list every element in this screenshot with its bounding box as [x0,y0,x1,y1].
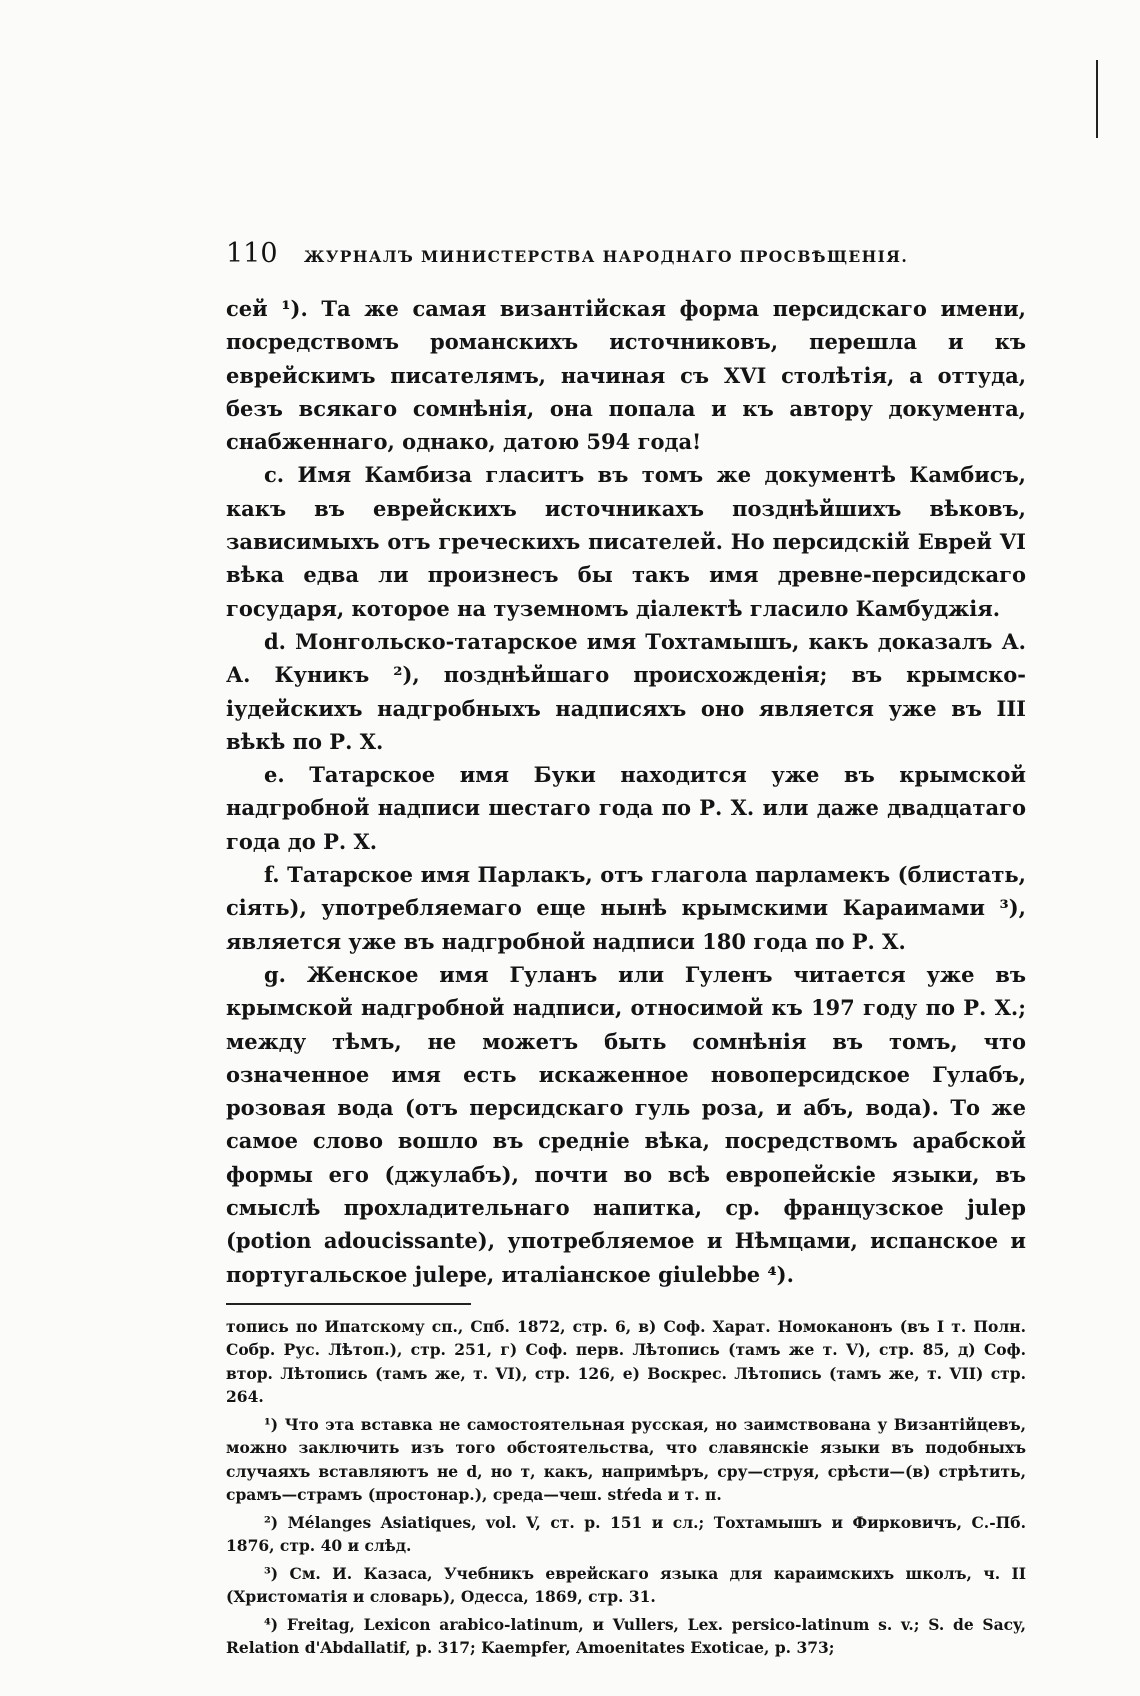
scan-edge-mark [1096,60,1098,138]
paragraph: d. Монгольско-татарское имя Тохтамышъ, какъ доказалъ А. А. Куникъ ²), позднѣйшаго происхожденія; въ крымско-іудейскихъ надгробныхъ надписяхъ оно является уже въ III вѣкѣ по Р. Х. [226,628,1026,754]
footnote: ⁴) Freitag, Lexicon arabico-latinum, и Vullers, Lex. persico-latinum s. v.; S. de Sacy, Relation d'Abdallatif, p. 317; Kaempfer, Amoenitates Exoticae, p. 373; [226,1614,1026,1658]
paragraph: f. Татарское имя Парлакъ, отъ глагола парламекъ (блистать, сіять), употребляемаго еще нынѣ крымскими Караимами ³), является уже въ надгробной надписи 180 года по Р. Х. [226,862,1026,954]
footnotes [226,1315,1026,1660]
paragraph: e. Татарское имя Буки находится уже въ крымской надгробной надписи шестаго года по Р. Х. или даже двадцатаго года до Р. Х. [226,762,1026,854]
footnote: ³) См. И. Казаса, Учебникъ еврейскаго языка для караимскихъ школъ, ч. II (Христоматія и словарь), Одесса, 1869, стр. 31. [226,1563,1026,1607]
page-header [226,238,1026,269]
footnote: ¹) Что эта вставка не самостоятельная русская, но заимствована у Византійцевъ, можно заключить изъ того обстоятельства, что славянскіе языки въ подобныхъ случаяхъ вставляютъ не d, но т, какъ, напримѣръ, сру—струя, срѣсти—(в) стрѣтить, срамъ—страмъ (простонар.), среда—чеш. stŕeda и т. п. [226,1414,1026,1505]
journal-title: ЖУРНАЛЪ МИНИСТЕРСТВА НАРОДНАГО ПРОСВѢЩЕНІЯ. [304,247,909,266]
main-text [226,292,1026,1664]
paragraph: сей ¹). Та же самая византійская форма персидскаго имени, посредствомъ романскихъ источниковъ, перешла и къ еврейскимъ писателямъ, начиная съ XVI столѣтія, а оттуда, безъ всякаго сомнѣнія, она попала и къ автору документа, снабженнаго, однако, датою 594 года! [226,296,1026,455]
page-number: 110 [226,238,278,269]
paragraph: g. Женское имя Гуланъ или Гуленъ читается уже въ крымской надгробной надписи, относимой къ 197 году по Р. Х.; между тѣмъ, не можетъ быть сомнѣнія въ томъ, что означенное имя есть искаженное новоперсидское Гулабъ, розовая вода (отъ персидскаго гуль роза, и абъ, вода). То же самое слово вошло въ средніе вѣка, посредствомъ арабской формы его (джулабъ), почти во всѣ европейскіе языки, въ смыслѣ прохладительнаго напитка, ср. французское julep (potion adoucissante), употребляемое и Нѣмцами, испанское и португальское julepe, италіанское giulebbe ⁴). [226,961,1026,1287]
footnote-divider [226,1303,471,1305]
footnote: топись по Ипатскому сп., Спб. 1872, стр. 6, в) Соф. Харат. Номоканонъ (въ I т. Полн. Собр. Рус. Лѣтоп.), стр. 251, г) Соф. перв. Лѣтопись (тамъ же т. V), стр. 85, д) Соф. втор. Лѣтопись (тамъ же, т. VI), стр. 126, е) Воскрес. Лѣтопись (тамъ же, т. VII) стр. 264. [226,1316,1026,1407]
footnote: ²) Mélanges Asiatiques, vol. V, ст. р. 151 и сл.; Тохтамышъ и Фирковичъ, С.-Пб. 1876, стр. 40 и слѣд. [226,1512,1026,1556]
paragraph: c. Имя Камбиза гласитъ въ томъ же документѣ Камбисъ, какъ въ еврейскихъ источникахъ позднѣйшихъ вѣковъ, зависимыхъ отъ греческихъ писателей. Но персидскій Еврей VI вѣка едва ли произнесъ бы такъ имя древне-персидскаго государя, которое на туземномъ діалектѣ гласило Камбуджія. [226,462,1026,621]
